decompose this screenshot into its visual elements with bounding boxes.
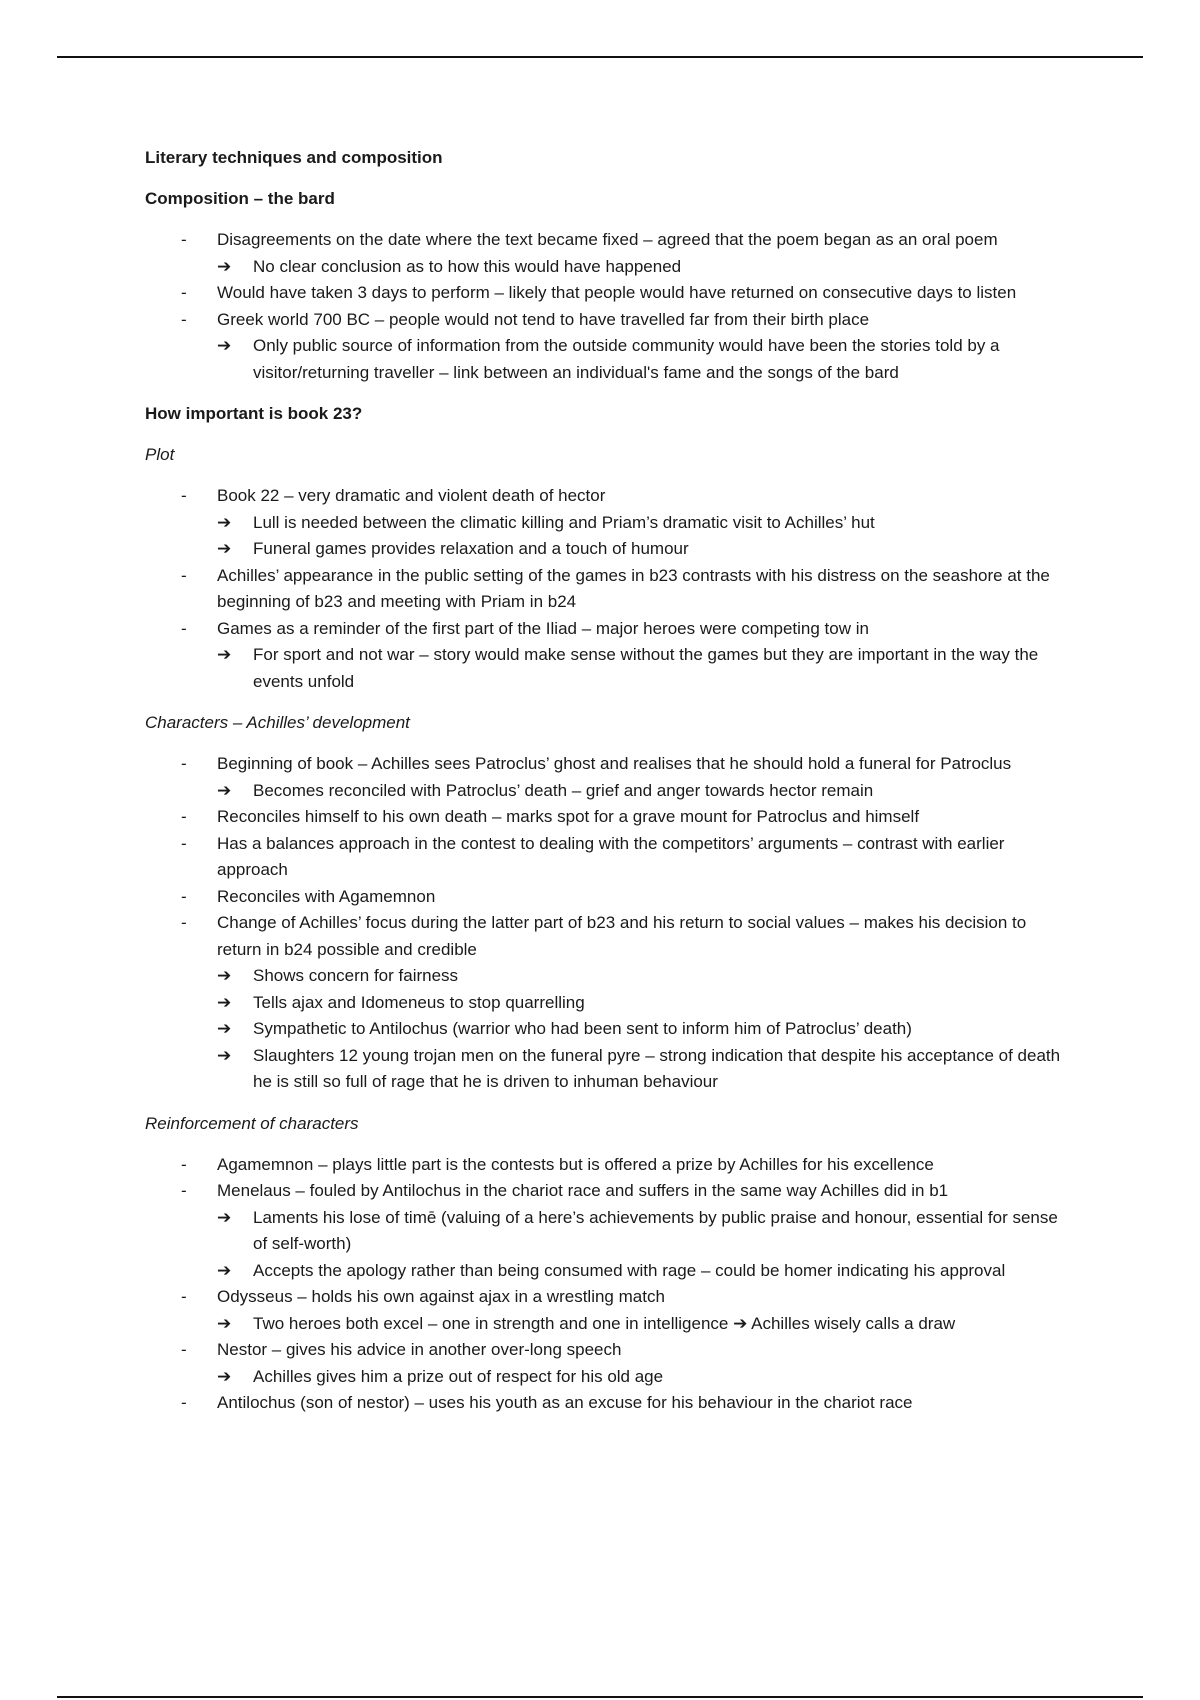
section-subheading: Plot — [145, 445, 175, 464]
arrow-sub-item — [217, 254, 1065, 281]
section-heading: Composition – the bard — [145, 189, 335, 208]
list-item-text: Menelaus – fouled by Antilochus in the chariot race and suffers in the same way Achilles did in b1 — [217, 1181, 949, 1200]
list-item — [145, 1178, 1065, 1284]
arrow-sublist — [217, 1311, 1065, 1338]
arrow-sub-item — [217, 1016, 1065, 1043]
arrow-right-icon: ➔ — [217, 256, 232, 276]
bullet-list — [145, 751, 1065, 1096]
arrow-sub-item-text: No clear conclusion as to how this would have happened — [253, 256, 682, 276]
dash-bullet-icon: - — [181, 230, 187, 249]
footer-rule — [57, 1696, 1143, 1698]
arrow-right-icon: ➔ — [217, 1313, 232, 1333]
section-subheading: Reinforcement of characters — [145, 1113, 359, 1133]
arrow-sub-item-text: Two heroes both excel – one in strength and one in intelligence ➔ Achilles wisely calls a draw — [253, 1313, 956, 1333]
dash-bullet-icon: - — [181, 1340, 187, 1359]
dash-bullet-icon: - — [181, 833, 187, 853]
list-item-text: Agamemnon – plays little part is the contests but is offered a prize by Achilles for his excellence — [217, 1154, 934, 1174]
arrow-sublist — [217, 963, 1065, 1096]
list-item — [145, 804, 1065, 831]
list-item — [145, 563, 1065, 616]
dash-bullet-icon: - — [181, 1154, 187, 1174]
list-item-text: Beginning of book – Achilles sees Patroclus’ ghost and realises that he should hold a funeral for Patroclus — [217, 754, 1012, 773]
arrow-right-icon: ➔ — [217, 512, 232, 532]
arrow-sub-item-text: Laments his lose of timē (valuing of a here’s achievements by public praise and honour, essential for sense of self-worth) — [253, 1207, 1058, 1253]
arrow-right-icon: ➔ — [217, 1260, 232, 1280]
arrow-sub-item — [217, 333, 1065, 386]
arrow-sub-item-text: For sport and not war – story would make sense without the games but they are important in the way the events unfold — [253, 645, 1039, 691]
dash-bullet-icon: - — [181, 486, 187, 505]
arrow-sub-item — [217, 1311, 1065, 1338]
arrow-right-icon: ➔ — [217, 1045, 232, 1065]
arrow-right-icon: ➔ — [217, 336, 232, 355]
list-item — [145, 831, 1065, 884]
list-item-text: Reconciles himself to his own death – marks spot for a grave mount for Patroclus and himself — [217, 807, 920, 826]
arrow-sub-item — [217, 963, 1065, 990]
list-item-text: Reconciles with Agamemnon — [217, 886, 436, 906]
list-item — [145, 1390, 1065, 1417]
dash-bullet-icon: - — [181, 309, 187, 329]
arrow-sub-item-text: Lull is needed between the climatic killing and Priam’s dramatic visit to Achilles’ hut — [253, 512, 875, 532]
list-item — [145, 1152, 1065, 1179]
arrow-sub-item — [217, 990, 1065, 1017]
arrow-sub-item — [217, 536, 1065, 563]
dash-bullet-icon: - — [181, 565, 187, 585]
dash-bullet-icon: - — [181, 1287, 187, 1306]
list-item — [145, 227, 1065, 280]
dash-bullet-icon: - — [181, 283, 187, 302]
section-subheading: Characters – Achilles’ development — [145, 713, 410, 732]
list-item — [145, 910, 1065, 1096]
list-item — [145, 884, 1065, 911]
arrow-right-icon: ➔ — [217, 1019, 232, 1038]
arrow-right-icon: ➔ — [217, 539, 232, 558]
arrow-sublist — [217, 333, 1065, 386]
bullet-list — [145, 483, 1065, 695]
arrow-sublist — [217, 510, 1065, 563]
list-item-text: Antilochus (son of nestor) – uses his youth as an excuse for his behaviour in the chariot race — [217, 1393, 913, 1412]
list-item-text: Achilles’ appearance in the public setting of the games in b23 contrasts with his distress on the seashore at the beginning of b23 and meeting with Priam in b24 — [217, 565, 1050, 611]
dash-bullet-icon: - — [181, 913, 187, 932]
header-rule — [57, 56, 1143, 58]
arrow-sub-item — [217, 510, 1065, 537]
list-item — [145, 751, 1065, 804]
arrow-sublist — [217, 1364, 1065, 1391]
document-title: Literary techniques and composition — [145, 148, 443, 167]
arrow-sub-item — [217, 1258, 1065, 1285]
arrow-sublist — [217, 1205, 1065, 1285]
list-item-text: Has a balances approach in the contest to dealing with the competitors’ arguments – contrast with earlier approach — [217, 833, 1005, 879]
bullet-list — [145, 1152, 1065, 1417]
list-item-text: Book 22 – very dramatic and violent death of hector — [217, 486, 606, 505]
bullet-list — [145, 227, 1065, 386]
dash-bullet-icon: - — [181, 1393, 187, 1412]
list-item-text: Games as a reminder of the first part of the Iliad – major heroes were competing tow in — [217, 618, 869, 638]
arrow-right-icon: ➔ — [217, 966, 232, 985]
arrow-right-icon: ➔ — [217, 645, 232, 664]
arrow-right-icon: ➔ — [217, 992, 232, 1012]
dash-bullet-icon: - — [181, 618, 187, 638]
list-item-text: Odysseus – holds his own against ajax in a wrestling match — [217, 1287, 665, 1306]
list-item-text: Greek world 700 BC – people would not tend to have travelled far from their birth place — [217, 309, 870, 329]
arrow-sub-item — [217, 1043, 1065, 1096]
list-item — [145, 1284, 1065, 1337]
list-item-text: Nestor – gives his advice in another over-long speech — [217, 1340, 622, 1359]
arrow-sub-item-text: Tells ajax and Idomeneus to stop quarrelling — [253, 992, 585, 1012]
list-item — [145, 1337, 1065, 1390]
list-item — [145, 280, 1065, 307]
document-body — [145, 145, 1065, 1417]
arrow-sub-item-text: Only public source of information from the outside community would have been the stories told by a visitor/returning traveller – link between an individual's fame and the songs of the bard — [253, 336, 1000, 382]
list-item-text: Would have taken 3 days to perform – likely that people would have returned on consecutive days to listen — [217, 283, 1017, 302]
arrow-sub-item — [217, 778, 1065, 805]
list-item-text: Disagreements on the date where the text became fixed – agreed that the poem began as an oral poem — [217, 230, 998, 249]
arrow-sub-item-text: Shows concern for fairness — [253, 966, 459, 985]
arrow-sub-item-text: Funeral games provides relaxation and a touch of humour — [253, 539, 689, 558]
arrow-sub-item — [217, 1364, 1065, 1391]
dash-bullet-icon: - — [181, 886, 187, 906]
section-heading: How important is book 23? — [145, 404, 363, 423]
arrow-sub-item-text: Sympathetic to Antilochus (warrior who had been sent to inform him of Patroclus’ death) — [253, 1019, 912, 1038]
arrow-sublist — [217, 642, 1065, 695]
dash-bullet-icon: - — [181, 1181, 187, 1200]
arrow-right-icon: ➔ — [217, 1207, 232, 1227]
dash-bullet-icon: - — [181, 754, 187, 773]
arrow-sub-item-text: Becomes reconciled with Patroclus’ death – grief and anger towards hector remain — [253, 780, 874, 800]
list-item — [145, 307, 1065, 387]
arrow-sub-item-text: Achilles gives him a prize out of respect for his old age — [253, 1366, 664, 1386]
arrow-right-icon: ➔ — [217, 780, 232, 800]
list-item — [145, 616, 1065, 696]
arrow-sub-item-text: Slaughters 12 young trojan men on the funeral pyre – strong indication that despite his acceptance of death he is still so full of rage that he is driven to inhuman behaviour — [253, 1045, 1061, 1091]
list-item-text: Change of Achilles’ focus during the latter part of b23 and his return to social values – makes his decision to return in b24 possible and credible — [217, 913, 1027, 959]
dash-bullet-icon: - — [181, 807, 187, 826]
arrow-right-icon: ➔ — [217, 1366, 232, 1386]
arrow-sub-item-text: Accepts the apology rather than being consumed with rage – could be homer indicating his approval — [253, 1260, 1006, 1280]
arrow-sublist — [217, 254, 1065, 281]
list-item — [145, 483, 1065, 563]
arrow-sublist — [217, 778, 1065, 805]
arrow-sub-item — [217, 642, 1065, 695]
arrow-sub-item — [217, 1205, 1065, 1258]
